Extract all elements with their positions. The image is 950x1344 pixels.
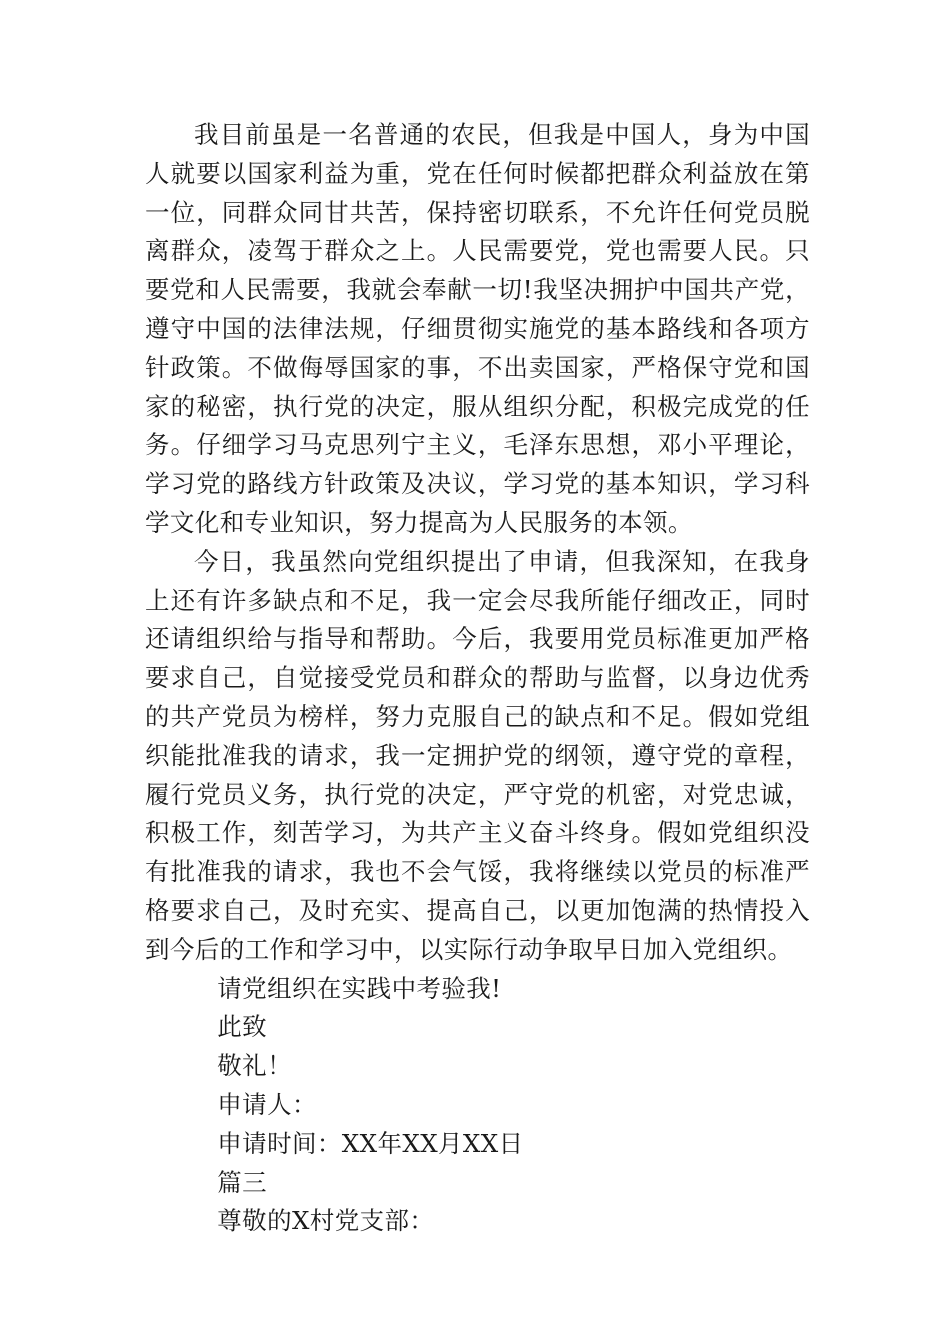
closing-line-salutation: 此致 <box>217 1012 268 1042</box>
closing-line-request: 请党组织在实践中考验我! <box>217 973 502 1003</box>
body-paragraph: 我目前虽是一名普通的农民，但我是中国人，身为中国人就要以国家利益为重，党在任何时候都把群众利益放在第一位，同群众同甘共苦，保持密切联系，不允许任何党员脱离群众，凌驾于群众之上。人民需要党，党也需要人民。只要党和人民需要，我就会奉献一切!我坚决拥护中国共产党，遵守中国的法律法规，仔细贯彻实施党的基本路线和各项方针政策。不做侮辱国家的事，不出卖国家，严格保守党和国家的秘密，执行党的决定，服从组织分配，积极完成党的任务。仔细学习马克思列宁主义，毛泽东思想，邓小平理论，学习党的路线方针政策及决议，学习党的基本知识，学习科学文化和专业知识，努力提高为人民服务的本领。 <box>145 120 810 537</box>
section-heading: 篇三 <box>217 1167 268 1197</box>
closing-line-regards: 敬礼！ <box>217 1051 292 1081</box>
body-paragraph: 今日，我虽然向党组织提出了申请，但我深知，在我身上还有许多缺点和不足，我一定会尽我所能仔细改正，同时还请组织给与指导和帮助。今后，我要用党员标准更加严格要求自己，自觉接受党员和群众的帮助与监督，以身边优秀的共产党员为榜样，努力克服自己的缺点和不足。假如党组织能批准我的请求，我一定拥护党的纲领，遵守党的章程，履行党员义务，执行党的决定，严守党的机密，对党忠诚，积极工作，刻苦学习，为共产主义奋斗终身。假如党组织没有批准我的请求，我也不会气馁，我将继续以党员的标准严格要求自己，及时充实、提高自己，以更加饱满的热情投入到今后的工作和学习中，以实际行动争取早日加入党组织。 <box>145 546 810 964</box>
document-body <box>145 116 810 1241</box>
application-date: 申请时间：XX年XX月XX日 <box>217 1128 524 1158</box>
greeting-line: 尊敬的X村党支部： <box>217 1206 435 1236</box>
applicant-label: 申请人： <box>217 1089 317 1119</box>
